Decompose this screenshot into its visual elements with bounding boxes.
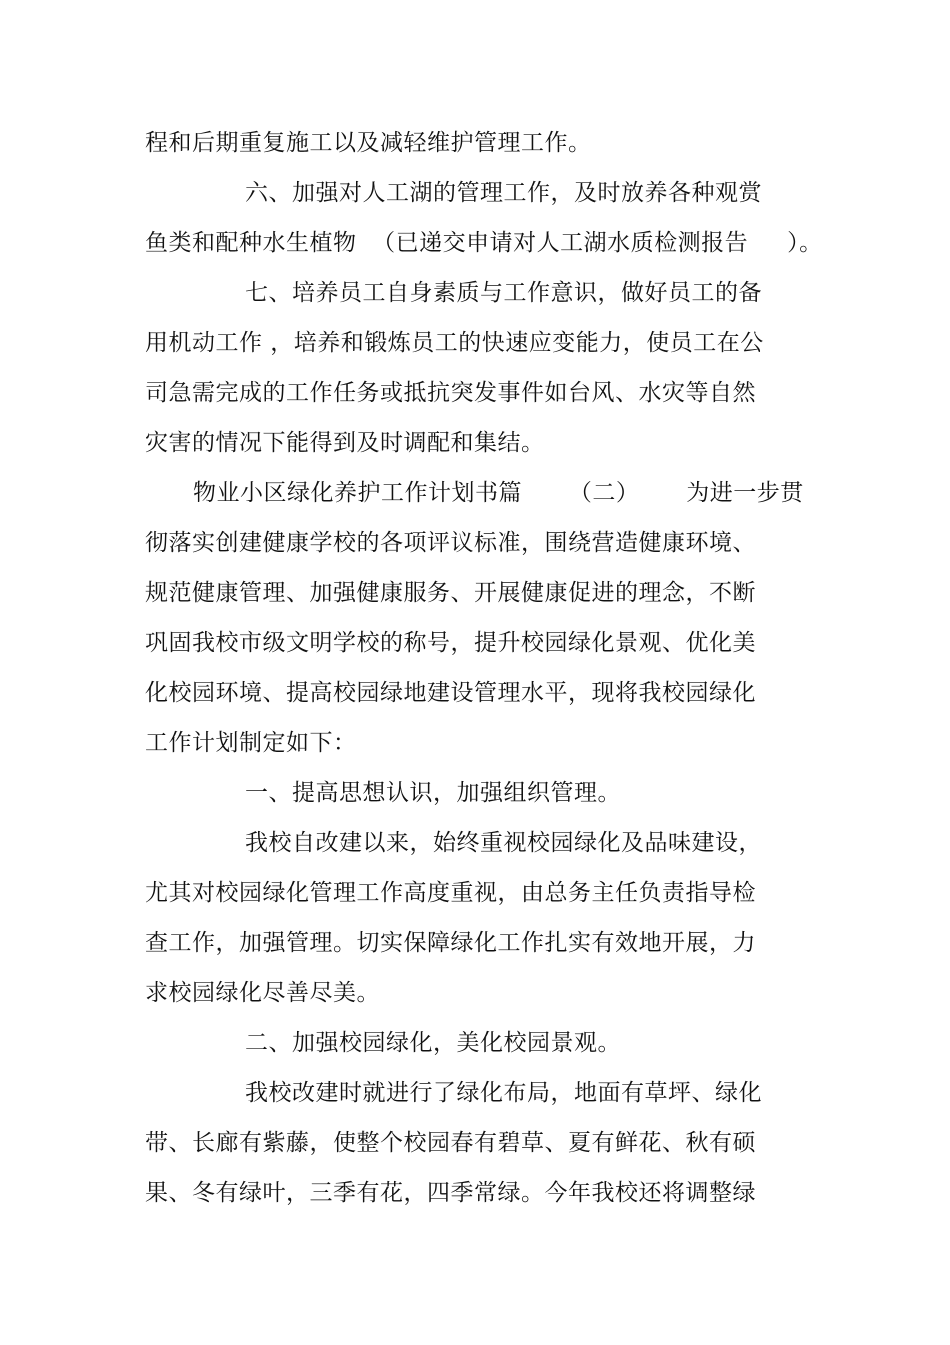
text-line: 求校园绿化尽善尽美。: [145, 980, 380, 1006]
text-line: 尤其对校园绿化管理工作高度重视，由总务主任负责指导检: [145, 880, 756, 906]
text-line: 我校改建时就进行了绿化布局，地面有草坪、绿化: [245, 1080, 762, 1106]
text-line: 灾害的情况下能得到及时调配和集结。: [145, 430, 545, 456]
text-line: 二、加强校园绿化，美化校园景观。: [245, 1030, 621, 1056]
text-line: 七、培养员工自身素质与工作意识，做好员工的备: [245, 280, 762, 306]
text-line: 我校自改建以来，始终重视校园绿化及品味建设，: [245, 830, 762, 856]
text-line: 鱼类和配种水生植物 （已递交申请对人工湖水质检测报告 ）。: [145, 230, 823, 256]
text-line: 司急需完成的工作任务或抵抗突发事件如台风、水灾等自然: [145, 380, 756, 406]
text-line: 化校园环境、提高校园绿地建设管理水平，现将我校园绿化: [145, 680, 756, 706]
text-line: 查工作，加强管理。切实保障绿化工作扎实有效地开展，力: [145, 930, 756, 956]
text-line: 果、冬有绿叶，三季有花，四季常绿。今年我校还将调整绿: [145, 1180, 756, 1206]
text-line: 六、加强对人工湖的管理工作，及时放养各种观赏: [245, 180, 762, 206]
text-line: 规范健康管理、加强健康服务、开展健康促进的理念，不断: [145, 580, 756, 606]
text-line: 巩固我校市级文明学校的称号，提升校园绿化景观、优化美: [145, 630, 756, 656]
text-line: 工作计划制定如下：: [145, 730, 357, 756]
text-line: 一、提高思想认识，加强组织管理。: [245, 780, 621, 806]
text-line: 程和后期重复施工以及减轻维护管理工作。: [145, 130, 592, 156]
section-heading: 物业小区绿化养护工作计划书篇 （二） 为进一步贯: [193, 480, 804, 506]
text-line: 带、长廊有紫藤，使整个校园春有碧草、夏有鲜花、秋有硕: [145, 1130, 756, 1156]
text-line: 彻落实创建健康学校的各项评议标准，围绕营造健康环境、: [145, 530, 756, 556]
text-line: 用机动工作 ，培养和锻炼员工的快速应变能力，使员工在公: [145, 330, 764, 356]
